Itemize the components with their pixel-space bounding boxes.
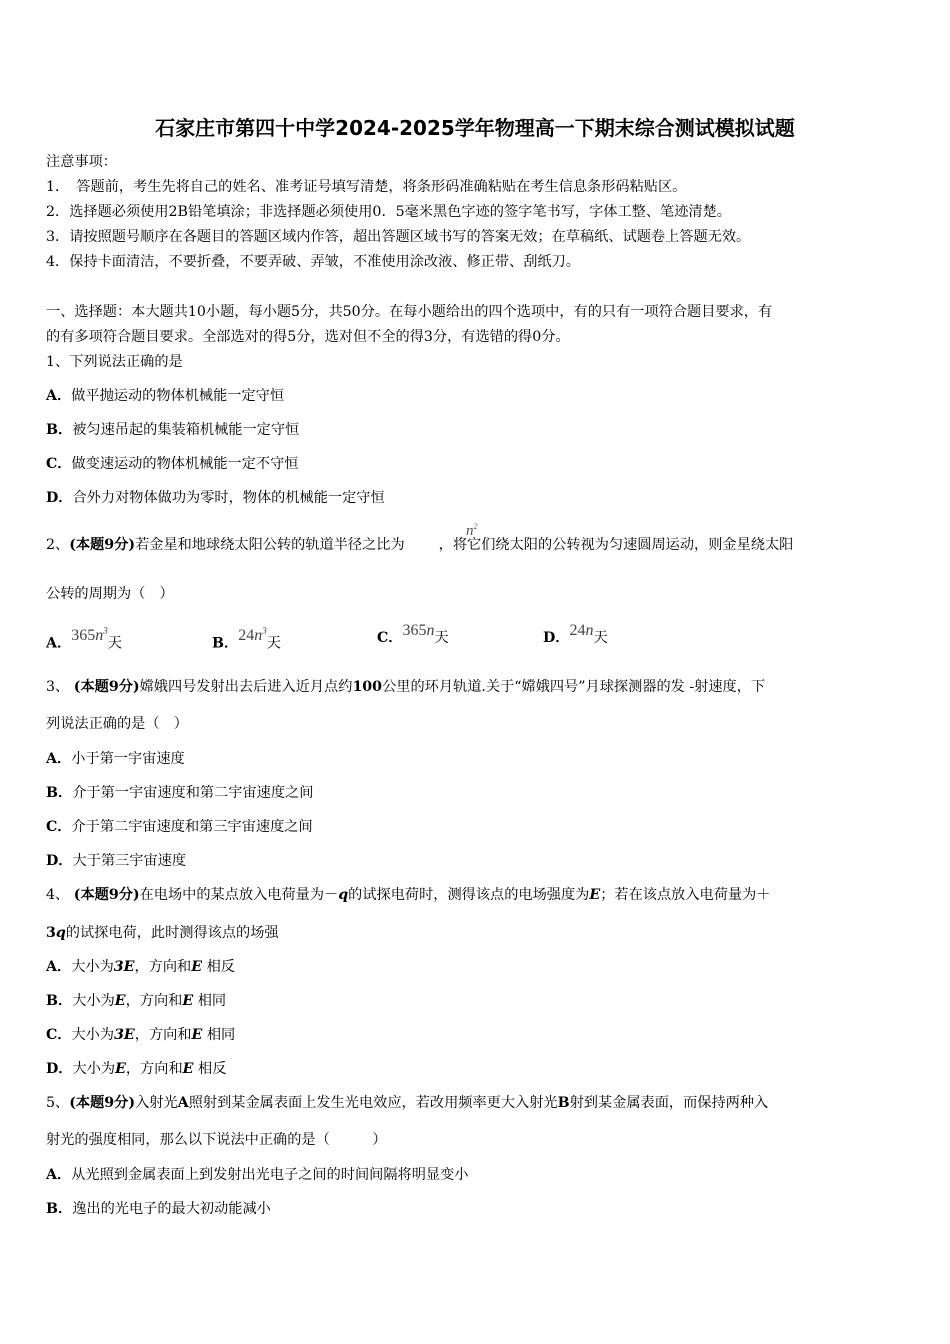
q2-option-c: C．365n天 — [377, 622, 449, 646]
q1-option-c: C．做变速运动的物体机械能一定不守恒 — [46, 456, 299, 472]
question-4-stem-cont: 3q的试探电荷，此时测得该点的场强 — [46, 925, 279, 941]
q5-option-b: B．逸出的光电子的最大初动能减小 — [46, 1201, 271, 1217]
q5-option-a: A．从光照到金属表面上到发射出光电子之间的时间间隔将明显变小 — [46, 1167, 469, 1183]
q2-option-d: D．24n天 — [543, 622, 608, 646]
q3-option-a: A．小于第一宇宙速度 — [46, 751, 185, 767]
q2-option-a: A．$365n^3$天 — [46, 626, 122, 652]
question-2-stem: 2、(本题9分)若金星和地球绕太阳公转的轨道半径之比为 ，将它们绕太阳的公转视为匀速圆周运动，则金星绕太阳 — [46, 537, 794, 553]
q3-option-d: D．大于第三宇宙速度 — [46, 853, 187, 869]
question-3-stem-cont: 列说法正确的是（ ） — [46, 716, 188, 732]
question-4-stem: 4、 (本题9分)在电场中的某点放入电荷量为－q的试探电荷时，测得该点的电场强度为E；若在该点放入电荷量为＋ — [46, 887, 771, 903]
section-instructions: 一、选择题：本大题共10小题，每小题5分，共50分。在每小题给出的四个选项中，有的只有一项符合题目要求，有 — [46, 304, 773, 320]
notice-item: 4．保持卡面清洁，不要折叠，不要弄破、弄皱，不准使用涂改液、修正带、刮纸刀。 — [46, 254, 580, 270]
question-2-stem-cont: 公转的周期为（ ） — [46, 586, 174, 602]
q3-option-c: C．介于第二宇宙速度和第三宇宙速度之间 — [46, 819, 313, 835]
notice-item: 3．请按照题号顺序在各题目的答题区域内作答，超出答题区域书写的答案无效；在草稿纸、试题卷上答题无效。 — [46, 229, 751, 245]
q3-option-b: B．介于第一宇宙速度和第二宇宙速度之间 — [46, 785, 314, 801]
ratio-formula: $n^2$ — [466, 522, 478, 539]
q4-option-b: B．大小为E，方向和E 相同 — [46, 993, 227, 1009]
q4-option-d: D．大小为E，方向和E 相反 — [46, 1061, 227, 1077]
q2-option-b: B．$24n^3$天 — [212, 626, 281, 652]
notice-heading: 注意事项： — [46, 154, 117, 170]
q1-option-a: A．做平抛运动的物体机械能一定守恒 — [46, 388, 285, 404]
exam-title: 石家庄市第四十中学2024-2025学年物理高一下期末综合测试模拟试题 — [155, 116, 795, 140]
q1-option-d: D．合外力对物体做功为零时，物体的机械能一定守恒 — [46, 490, 385, 506]
q4-option-c: C．大小为3E，方向和E 相同 — [46, 1027, 236, 1043]
q1-option-b: B．被匀速吊起的集装箱机械能一定守恒 — [46, 422, 300, 438]
question-3-stem: 3、 (本题9分)嫦娥四号发射出去后进入近月点约100公里的环月轨道.关于“嫦娥四号”月球探测器的发 -射速度，下 — [46, 679, 766, 695]
notice-item: 2．选择题必须使用2B铅笔填涂；非选择题必须使用0．5毫米黑色字迹的签字笔书写，字体工整、笔迹清楚。 — [46, 204, 731, 220]
question-5-stem-cont: 射光的强度相同，那么以下说法中正确的是（ ） — [46, 1132, 387, 1148]
q4-option-a: A．大小为3E，方向和E 相反 — [46, 959, 235, 975]
section-instructions: 的有多项符合题目要求。全部选对的得5分，选对但不全的得3分，有选错的得0分。 — [46, 329, 570, 345]
question-5-stem: 5、(本题9分)入射光A照射到某金属表面上发生光电效应，若改用频率更大入射光B射到某金属表面，而保持两种入 — [46, 1095, 769, 1111]
question-1-stem: 1、下列说法正确的是 — [46, 354, 183, 370]
notice-item: 1． 答题前，考生先将自己的姓名、准考证号填写清楚，将条形码准确粘贴在考生信息条形码粘贴区。 — [46, 179, 687, 195]
